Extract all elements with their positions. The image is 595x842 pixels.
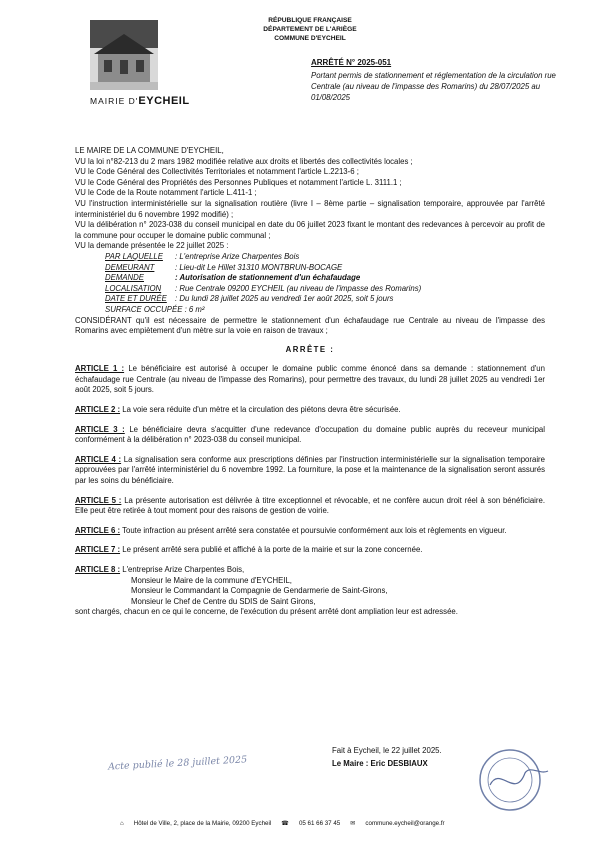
considerant: CONSIDÉRANT qu'il est nécessaire de permettre le stationnement d'un échafaudage rue Centrale au niveau de l'impasse des Romarins avec empiètement d'un mètre sur la voie en raison de travaux ; (75, 315, 545, 336)
phone-icon: ☎ (281, 820, 289, 827)
recipient: Monsieur le Chef de Centre du SDIS de Saint Girons, (131, 596, 316, 606)
department-line: DÉPARTEMENT DE L'ARIÈGE (263, 26, 357, 33)
recipient: Monsieur le Maire de la commune d'EYCHEIL, (131, 575, 292, 585)
vu-line: VU la loi n°82-213 du 2 mars 1982 modifiée relative aux droits et libertés des collectivités locales ; (75, 156, 413, 166)
arrete-number: ARRÊTÉ N° 2025-051 (311, 58, 392, 67)
commune-line: COMMUNE D'EYCHEIL (274, 35, 346, 42)
vu-line: VU le Code Général des Collectivités Territoriales et notamment l'article L.2213-6 ; (75, 167, 359, 177)
vu-line: VU l'instruction interministérielle sur la signalisation routière (livre I – 8ème partie – signalisation temporaire, approuvée par l'arrêté interministériel du 6 novembre 1992 modifié) ; (75, 198, 545, 219)
article-1: ARTICLE 1 : Le bénéficiaire est autorisé à occuper le domaine public comme énoncé dans sa demande : stationnement d'un échafaudage rue Centrale (au niveau de l'impasse des Romarins), pour permettre des travaux, du lundi 28 juillet 2025 au vendredi 1er août 2025, soit 5 jours. (75, 364, 545, 395)
detail-row: LOCALISATION : Rue Centrale 09200 EYCHEIL (au niveau de l'impasse des Romarins) (105, 283, 422, 293)
handwritten-publication-note: Acte publié le 28 juillet 2025 (107, 754, 248, 773)
place-date: Fait à Eycheil, le 22 juillet 2025. (332, 746, 442, 755)
detail-row: DEMEURANT : Lieu-dit Le Hillet 31310 MONTBRUN-BOCAGE (105, 262, 343, 272)
footer-phone: 05 61 66 37 45 (298, 820, 341, 827)
arrete-object: Portant permis de stationnement et réglementation de la circulation rue Centrale (au niveau de l'impasse des Romarins) du 28/07/2025 au 01/08/2025 (311, 71, 556, 102)
town-hall-logo (90, 20, 158, 90)
article-4: ARTICLE 4 : La signalisation sera conforme aux prescriptions définies par l'instruction interministérielle sur la signalisation temporaire approuvées par l'arrêté interministériel du 6 novembre 1992. La fourniture, la pose et la maintenance de la signalisation seront assurés par les soins du bénéficiaire. (75, 454, 545, 486)
vu-line: VU la délibération n° 2023-038 du conseil municipal en date du 06 juillet 2023 fixant le montant des redevances à percevoir au profit de la commune pour occuper le domaine public communal ; (75, 220, 545, 240)
article-8-closing: sont chargés, chacun en ce qui le concerne, de l'exécution du présent arrêté dont ampliation leur est adressée. (75, 607, 458, 617)
detail-row: DEMANDE : Autorisation de stationnement d'un échafaudage (105, 273, 361, 283)
arrete-title: ARRÊTE : (285, 344, 335, 354)
mairie-label: MAIRIE D'EYCHEIL (90, 95, 190, 107)
republic-header (230, 16, 390, 43)
signature-block (332, 744, 442, 770)
surface-row: SURFACE OCCUPÉE : 6 m² (105, 304, 205, 314)
recipient: Monsieur le Commandant la Compagnie de Gendarmerie de Saint-Girons, (131, 586, 388, 596)
home-icon: ⌂ (120, 820, 124, 827)
commune-stamp (470, 745, 550, 815)
vu-line: VU la demande présentée le 22 juillet 2025 : (75, 241, 229, 251)
vu-line: VU le Code Général des Propriétés des Personnes Publiques et notamment l'article L. 3111.1 ; (75, 177, 402, 187)
vu-line: VU le Code de la Route notamment l'article L.411-1 ; (75, 188, 257, 198)
republic-line: RÉPUBLIQUE FRANÇAISE (268, 17, 352, 24)
article-8: ARTICLE 8 : L'entreprise Arize Charpentes Bois, (75, 565, 245, 574)
article-2: ARTICLE 2 : La voie sera réduite d'un mètre et la circulation des piétons devra être sécurisée. (75, 405, 401, 415)
maire-heading: LE MAIRE DE LA COMMUNE D'EYCHEIL, (75, 146, 224, 155)
maire-signature-label: Le Maire : Eric DESBIAUX (332, 759, 428, 768)
article-5: ARTICLE 5 : La présente autorisation est délivrée à titre exceptionnel et révocable, et ne confère aucun droit réel à son bénéficiaire. Elle peut être retirée à tout moment pour des raisons de gestion de voirie. (75, 495, 546, 516)
detail-row: PAR LAQUELLE : L'entreprise Arize Charpentes Bois (105, 251, 300, 261)
footer-email[interactable]: commune.eycheil@orange.fr (365, 820, 445, 827)
document-body (75, 146, 545, 618)
detail-row: DATE ET DURÉE : Du lundi 28 juillet 2025 au vendredi 1er août 2025, soit 5 jours (105, 294, 394, 304)
footer (120, 820, 445, 827)
mail-icon: ✉ (350, 820, 356, 827)
article-6: ARTICLE 6 : Toute infraction au présent arrêté sera constatée et poursuivie conformément aux lois et règlements en vigueur. (75, 525, 507, 535)
footer-address: Hôtel de Ville, 2, place de la Mairie, 09200 Eycheil (133, 820, 272, 827)
article-3: ARTICLE 3 : Le bénéficiaire devra s'acquitter d'une redevance d'occupation du domaine public auprès du receveur municipal conformément à la délibération n° 2023-038 du conseil municipal. (75, 424, 545, 445)
article-7: ARTICLE 7 : Le présent arrêté sera publié et affiché à la porte de la mairie et sur la zone concernée. (75, 545, 423, 555)
